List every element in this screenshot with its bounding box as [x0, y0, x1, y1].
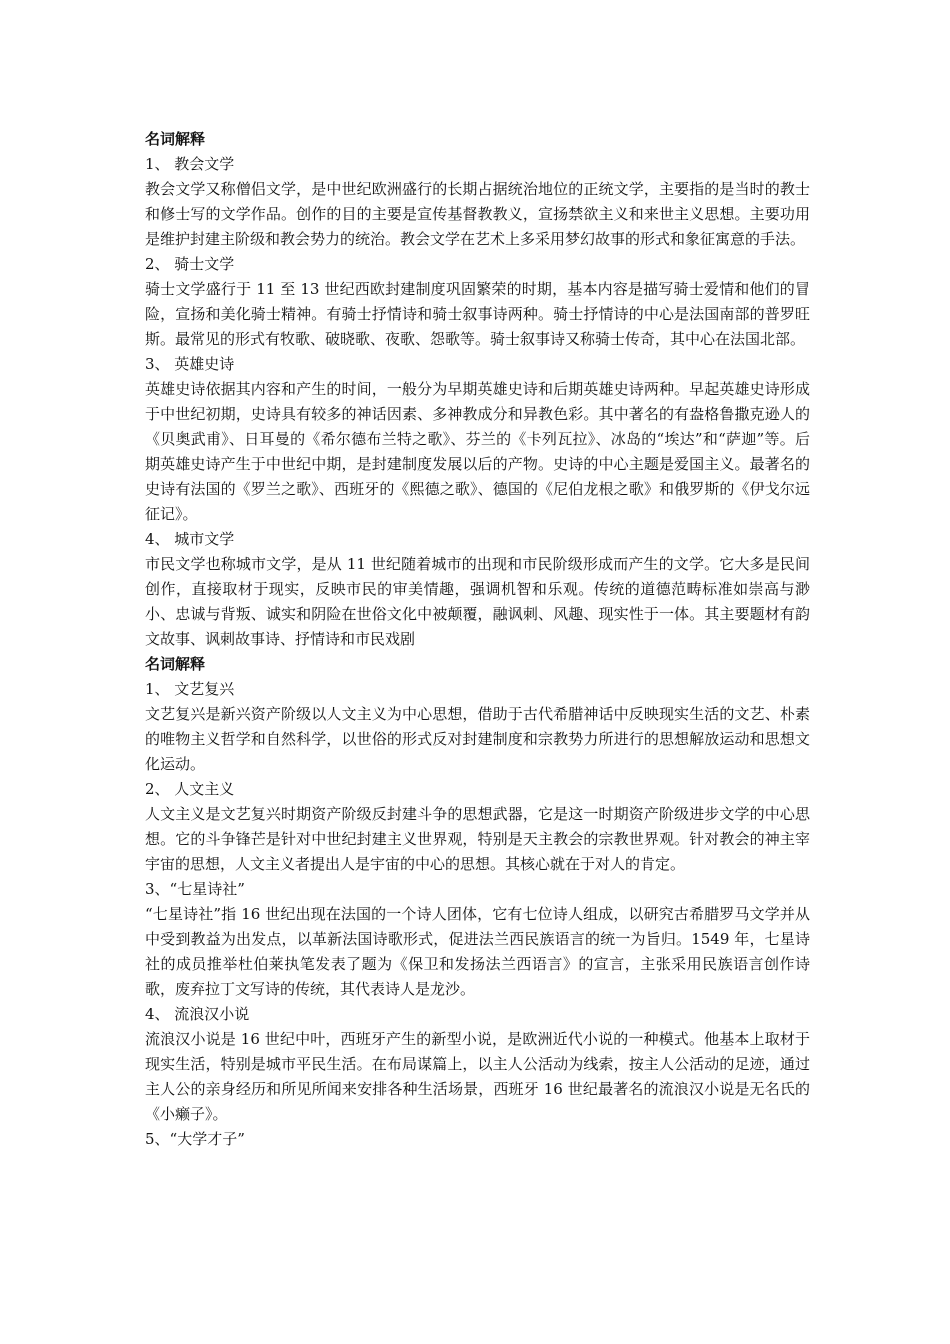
entry-humanism [145, 777, 810, 877]
entry-title: 5、“大学才子” [145, 1130, 245, 1148]
entry-title: 4、 流浪汉小说 [145, 1005, 250, 1023]
entry-city-literature [145, 527, 810, 652]
entry-heroic-epic [145, 352, 810, 527]
entry-church-literature [145, 152, 810, 252]
entry-title: 1、 教会文学 [145, 155, 235, 173]
section-2 [145, 652, 810, 1152]
entry-body: 教会文学又称僧侣文学，是中世纪欧洲盛行的长期占据统治地位的正统文学，主要指的是当时的教士和修士写的文学作品。创作的目的主要是宣传基督教教义，宣扬禁欲主义和来世主义思想。主要功用是维护封建主阶级和教会势力的统治。教会文学在艺术上多采用梦幻故事的形式和象征寓意的手法。 [145, 180, 810, 248]
entry-renaissance [145, 677, 810, 777]
entry-picaresque-novel [145, 1002, 810, 1127]
entry-body: 骑士文学盛行于 11 至 13 世纪西欧封建制度巩固繁荣的时期，基本内容是描写骑士爱情和他们的冒险，宣扬和美化骑士精神。有骑士抒情诗和骑士叙事诗两种。骑士抒情诗的中心是法国南部的普罗旺斯。最常见的形式有牧歌、破晓歌、夜歌、怨歌等。骑士叙事诗又称骑士传奇，其中心在法国北部。 [145, 280, 810, 348]
entry-title: 3、 英雄史诗 [145, 355, 235, 373]
entry-title: 1、 文艺复兴 [145, 680, 235, 698]
entry-title: 2、 人文主义 [145, 780, 235, 798]
entry-title: 2、 骑士文学 [145, 255, 235, 273]
entry-body: 文艺复兴是新兴资产阶级以人文主义为中心思想，借助于古代希腊神话中反映现实生活的文艺、朴素的唯物主义哲学和自然科学，以世俗的形式反对封建制度和宗教势力所进行的思想解放运动和思想文化运动。 [145, 705, 810, 773]
section-1 [145, 127, 810, 652]
entry-body: 人文主义是文艺复兴时期资产阶级反封建斗争的思想武器，它是这一时期资产阶级进步文学的中心思想。它的斗争锋芒是针对中世纪封建主义世界观，特别是天主教会的宗教世界观。针对教会的神主宰宇宙的思想，人文主义者提出人是宇宙的中心的思想。其核心就在于对人的肯定。 [145, 805, 810, 873]
entry-title: 4、 城市文学 [145, 530, 235, 548]
entry-knight-literature [145, 252, 810, 352]
entry-body: 市民文学也称城市文学，是从 11 世纪随着城市的出现和市民阶级形成而产生的文学。它大多是民间创作，直接取材于现实，反映市民的审美情趣，强调机智和乐观。传统的道德范畴标准如崇高与渺小、忠诚与背叛、诚实和阴险在世俗文化中被颠覆，融讽刺、风趣、现实性于一体。其主要题材有韵文故事、讽刺故事诗、抒情诗和市民戏剧 [145, 555, 810, 648]
entry-body: 英雄史诗依据其内容和产生的时间，一般分为早期英雄史诗和后期英雄史诗两种。早起英雄史诗形成于中世纪初期，史诗具有较多的神话因素、多神教成分和异教色彩。其中著名的有盎格鲁撒克逊人的《贝奥武甫》、日耳曼的《希尔德布兰特之歌》、芬兰的《卡列瓦拉》、冰岛的“埃达”和“萨迦”等。后期英雄史诗产生于中世纪中期，是封建制度发展以后的产物。史诗的中心主题是爱国主义。最著名的史诗有法国的《罗兰之歌》、西班牙的《熙德之歌》、德国的《尼伯龙根之歌》和俄罗斯的《伊戈尔远征记》。 [145, 380, 810, 523]
section-heading: 名词解释 [145, 130, 206, 148]
entry-university-wits [145, 1127, 810, 1152]
entry-body: 流浪汉小说是 16 世纪中叶，西班牙产生的新型小说，是欧洲近代小说的一种模式。他基本上取材于现实生活，特别是城市平民生活。在布局谋篇上，以主人公活动为线索，按主人公活动的足迹，通过主人公的亲身经历和所见所闻来安排各种生活场景，西班牙 16 世纪最著名的流浪汉小说是无名氏的《小癞子》。 [145, 1030, 810, 1123]
document-page [145, 127, 810, 1152]
section-heading: 名词解释 [145, 655, 206, 673]
entry-title: 3、“七星诗社” [145, 880, 245, 898]
entry-body: “七星诗社”指 16 世纪出现在法国的一个诗人团体，它有七位诗人组成，以研究古希腊罗马文学并从中受到教益为出发点，以革新法国诗歌形式，促进法兰西民族语言的统一为旨归。1549 年，七星诗社的成员推举杜伯莱执笔发表了题为《保卫和发扬法兰西语言》的宣言，主张采用民族语言创作诗歌，废弃拉丁文写诗的传统，其代表诗人是龙沙。 [145, 905, 810, 998]
entry-pleiade [145, 877, 810, 1002]
